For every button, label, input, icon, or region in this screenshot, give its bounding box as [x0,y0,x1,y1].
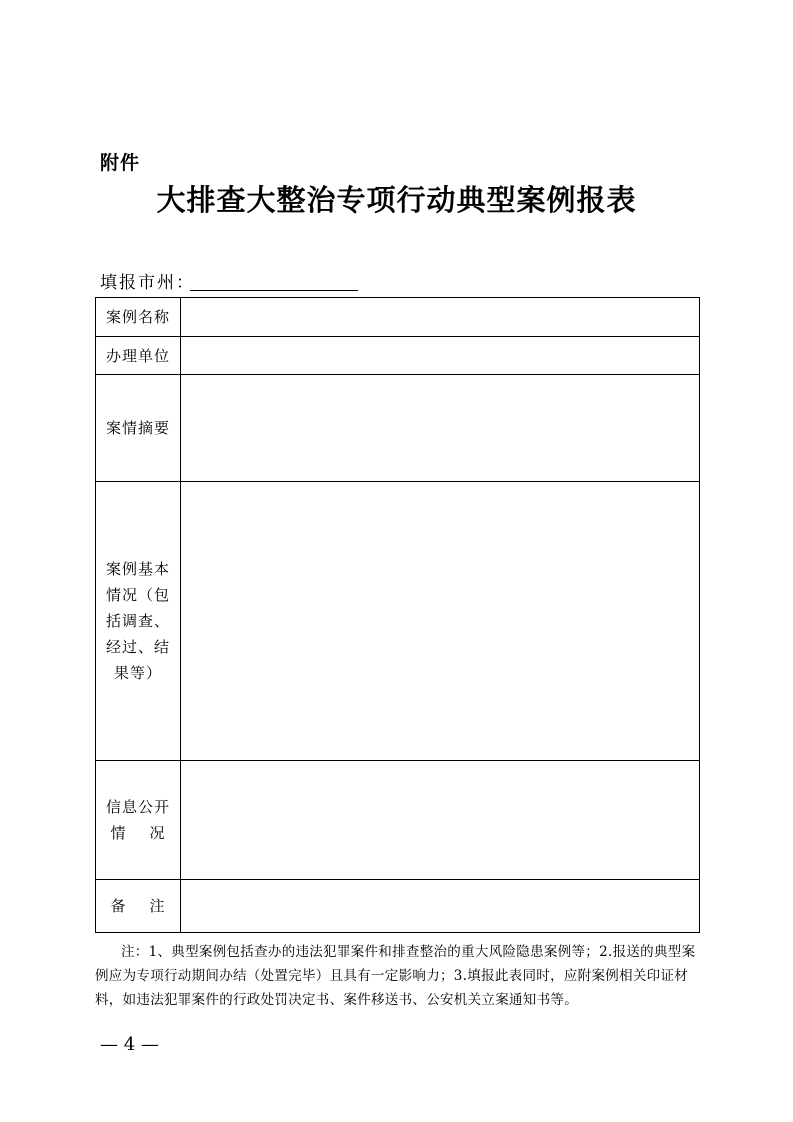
remarks-label: 备 注 [96,880,181,933]
table-row [96,761,700,880]
table-row [96,375,700,482]
remarks-field[interactable] [181,880,700,933]
footnote: 注：1、典型案例包括查办的违法犯罪案件和排查整治的重大风险隐患案例等；2.报送的典型案例应为专项行动期间办结（处置完毕）且具有一定影响力；3.填报此表同时，应附案例相关印证材料，如违法犯罪案件的行政处罚决定书、案件移送书、公安机关立案通知书等。 [95,944,696,1008]
table-row [96,880,700,933]
case-name-label: 案例名称 [96,298,181,337]
page-title: 大排查大整治专项行动典型案例报表 [156,183,637,217]
case-details-label: 案例基本 情况（包 括调查、 经过、结 果等） [96,482,181,761]
page-number: — 4 — [100,1034,159,1055]
fill-city-blank-line [190,290,358,291]
table-row [96,482,700,761]
attachment-label: 附件 [100,152,141,174]
case-name-field[interactable] [181,298,700,337]
case-details-field[interactable] [181,482,700,761]
case-summary-field[interactable] [181,375,700,482]
info-disclosure-field[interactable] [181,761,700,880]
table-row [96,337,700,375]
info-disclosure-label: 信息公开 情 况 [96,761,181,880]
handling-unit-field[interactable] [181,337,700,375]
handling-unit-label: 办理单位 [96,337,181,375]
table-row [96,298,700,337]
case-report-table [95,297,700,933]
case-summary-label: 案情摘要 [96,375,181,482]
fill-city-label: 填报市州： [100,273,195,293]
